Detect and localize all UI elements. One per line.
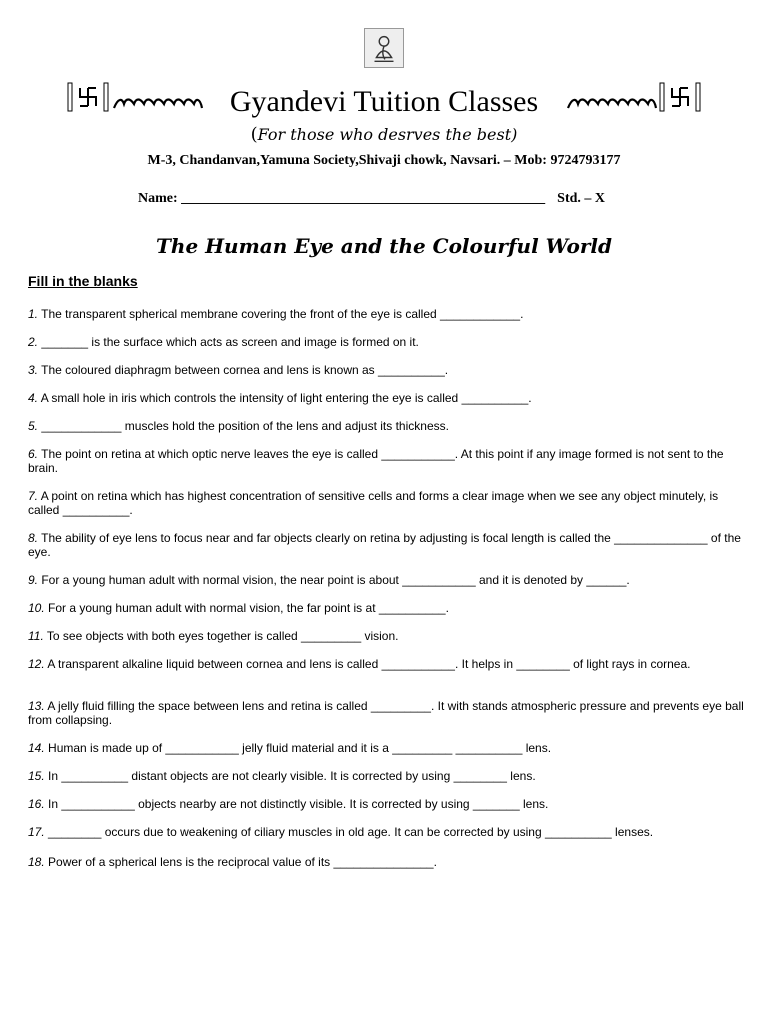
question-text: For a young human adult with normal vision, the near point is about ___________ and it is denoted by ______. xyxy=(38,573,630,587)
decorative-border-icon xyxy=(566,96,658,110)
question-number: 6. xyxy=(28,447,39,461)
swastika-icon xyxy=(658,80,702,114)
question-number: 11. xyxy=(28,629,44,643)
question-number: 10. xyxy=(28,601,45,615)
question-number: 4. xyxy=(28,391,39,405)
question-item xyxy=(28,573,744,587)
question-text: _______ is the surface which acts as screen and image is formed on it. xyxy=(38,335,419,349)
question-text: To see objects with both eyes together is called _________ vision. xyxy=(43,629,399,643)
name-field: Name: ____________________________________________________ xyxy=(138,191,546,206)
decorative-border-icon xyxy=(112,96,204,110)
question-text: The point on retina at which optic nerve leaves the eye is called ___________. At this point if any image formed is not sent to the brain. xyxy=(28,447,724,475)
question-number: 13. xyxy=(28,699,45,713)
question-number: 3. xyxy=(28,363,39,377)
question-number: 5. xyxy=(28,419,39,433)
question-number: 1. xyxy=(28,307,39,321)
question-text: For a young human adult with normal vision, the far point is at __________. xyxy=(44,601,449,615)
question-item xyxy=(28,825,744,839)
question-item xyxy=(28,391,744,405)
question-item xyxy=(28,531,744,559)
question-text: ____________ muscles hold the position of the lens and adjust its thickness. xyxy=(38,419,449,433)
question-text: A transparent alkaline liquid between cornea and lens is called ___________. It helps in ________ of light rays in cornea. xyxy=(44,657,691,671)
question-text: Human is made up of ___________ jelly fluid material and it is a _________ __________ lens. xyxy=(44,741,552,755)
question-text: In __________ distant objects are not clearly visible. It is corrected by using ________ lens. xyxy=(44,769,536,783)
question-text: Power of a spherical lens is the reciprocal value of its _______________. xyxy=(44,855,437,869)
tagline-open-paren: ( xyxy=(250,124,258,145)
question-item xyxy=(28,741,744,755)
question-text: ________ occurs due to weakening of ciliary muscles in old age. It can be corrected by using __________ lenses. xyxy=(44,825,654,839)
question-number: 12. xyxy=(28,657,45,671)
question-item xyxy=(28,489,744,517)
question-number: 18. xyxy=(28,855,45,869)
question-text: The coloured diaphragm between cornea and lens is known as __________. xyxy=(38,363,449,377)
question-number: 16. xyxy=(28,797,45,811)
question-item xyxy=(28,699,744,727)
page-title: Gyandevi Tuition Classes xyxy=(229,85,539,118)
question-number: 8. xyxy=(28,531,39,545)
question-text: The ability of eye lens to focus near and far objects clearly on retina by adjusting is focal length is called the ______________ of the eye. xyxy=(28,531,741,559)
question-number: 9. xyxy=(28,573,39,587)
question-item xyxy=(28,629,744,643)
swastika-icon xyxy=(66,80,110,114)
question-number: 2. xyxy=(28,335,39,349)
header-title-row xyxy=(0,80,768,124)
question-item xyxy=(28,769,744,783)
question-item xyxy=(28,855,744,869)
question-text: A point on retina which has highest concentration of sensitive cells and forms a clear image when we see any object minutely, is called __________. xyxy=(28,489,719,517)
question-item xyxy=(28,657,744,671)
question-item xyxy=(28,335,744,349)
question-item xyxy=(28,447,744,475)
question-text: In ___________ objects nearby are not distinctly visible. It is corrected by using _______ lens. xyxy=(44,797,549,811)
section-heading: Fill in the blanks xyxy=(28,273,138,289)
tagline-text: For those who desrves the best) xyxy=(257,125,518,144)
question-text: The transparent spherical membrane covering the front of the eye is called ____________. xyxy=(38,307,524,321)
subject-title: The Human Eye and the Colourful World xyxy=(156,234,612,258)
tagline xyxy=(0,124,768,146)
name-row xyxy=(138,190,738,208)
ganesha-logo-icon xyxy=(364,28,404,68)
question-item xyxy=(28,363,744,377)
question-number: 15. xyxy=(28,769,45,783)
question-number: 14. xyxy=(28,741,45,755)
question-number: 17. xyxy=(28,825,45,839)
question-item xyxy=(28,601,744,615)
std-label: Std. – X xyxy=(557,191,606,206)
address: M-3, Chandanvan,Yamuna Society,Shivaji chowk, Navsari. – Mob: 9724793177 xyxy=(147,153,621,168)
question-item xyxy=(28,797,744,811)
question-item xyxy=(28,419,744,433)
question-text: A jelly fluid filling the space between lens and retina is called _________. It with stands atmospheric pressure and prevents eye ball from collapsing. xyxy=(28,699,744,727)
question-number: 7. xyxy=(28,489,39,503)
question-item xyxy=(28,307,744,321)
question-text: A small hole in iris which controls the intensity of light entering the eye is called __________. xyxy=(38,391,532,405)
